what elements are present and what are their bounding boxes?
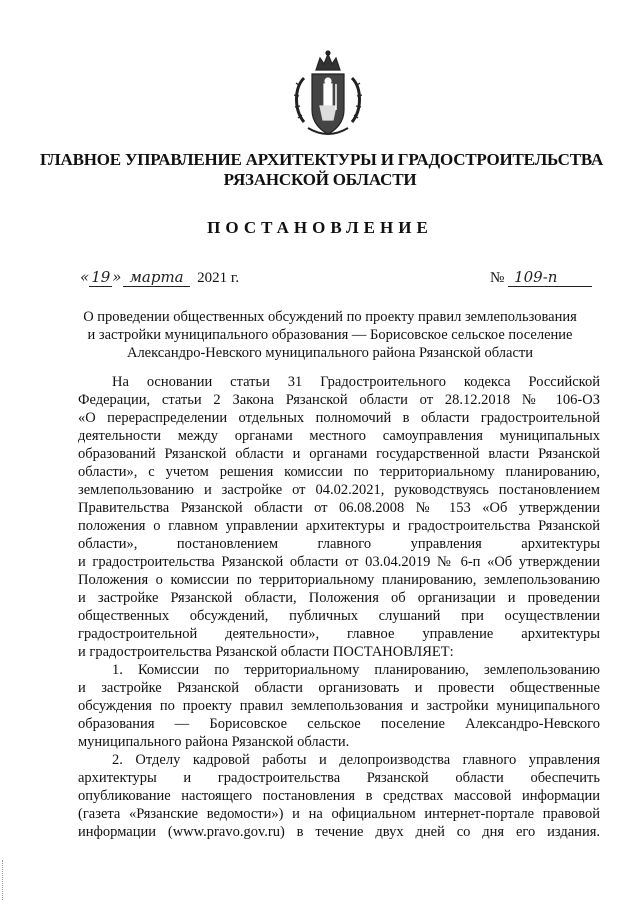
body-line: области», постановлением главного управления архитектуры [78,536,600,552]
document-title [60,308,600,362]
body-line: и градостроительства Рязанской области ПОСТАНОВЛЯЕТ: [78,644,454,660]
body-line: 1. Комиссии по территориальному планированию, землепользованию [112,662,600,678]
document-type: ПОСТАНОВЛЕНИЕ [207,218,433,237]
document-number [490,268,592,287]
date-open-quote: « [80,268,90,286]
body-line: образований Рязанской области и органами государственной власти Рязанской [78,446,600,462]
body-line: градостроительной деятельности», главное управление архитектуры [78,626,600,642]
number-label: № [490,270,505,286]
title-line: и застройки муниципального образования — Борисовское сельское поселение [87,327,573,343]
body-line: архитектуры и градостроительства Рязанской области обеспечить [78,770,600,786]
number-value: 109-п [508,268,592,287]
body-line: информации (www.pravo.gov.ru) в течение двух дней со дня его издания. [78,824,600,840]
body-line: и застройке Рязанской области, Положения об организации и проведении [78,590,600,606]
title-line: Александро-Невского муниципального района Рязанской области [126,345,534,361]
body-line: деятельности между органами местного самоуправления муниципальных [78,428,600,444]
body-line: На основании статьи 31 Градостроительного кодекса Российской [112,374,600,390]
body-line: (газета «Рязанские ведомости») и на официальном интернет-портале правовой [78,806,600,822]
date-month: марта [123,268,189,287]
date-year: 2021 г. [197,270,240,286]
org-name-line1: ГЛАВНОЕ УПРАВЛЕНИЕ АРХИТЕКТУРЫ И ГРАДОСТРОИТЕЛЬСТВА [40,150,604,169]
date-day: 19 [91,268,111,286]
paragraph-item-2 [78,751,600,841]
body-line: Правительства Рязанской области от 06.08.2008 № 153 «Об утверждении [78,500,600,516]
paragraph-preamble [78,373,600,661]
body-line: Положения о комиссии по территориальному планированию, землепользованию [78,572,600,588]
body-line: землепользованию и застройке от 04.02.2021, руководствуясь постановлением [78,482,600,498]
body-line: и градостроительства Рязанской области от 03.04.2019 № 6-п «Об утверждении [78,554,600,570]
body-line: и застройке Рязанской области организовать и провести общественные [78,680,600,696]
title-line: О проведении общественных обсуждений по проекту правил землепользования [83,309,577,325]
body-line: области», с учетом решения комиссии по территориальному планированию, [78,464,600,480]
coat-of-arms-icon [290,48,366,144]
body-line: опубликование настоящего постановления в средствах массовой информации [78,788,600,804]
body-line: муниципального района Рязанской области. [78,734,350,750]
body-line: образования — Борисовское сельское поселение Александро-Невского [78,716,600,732]
body-line: 2. Отделу кадровой работы и делопроизводства главного управления [112,752,600,768]
body-line: «О перераспределении отдельных полномочий в области градостроительной [78,410,600,426]
body-line: положения о главном управлении архитектуры и градостроительства Рязанской [78,518,600,534]
scan-edge-mark [2,860,5,900]
date-close-quote: » [112,268,122,286]
body-line: обсуждения по проекту правил землепользования и застройки муниципального [78,698,600,714]
body-line: общественных обсуждений, публичных слушаний при осуществлении [78,608,600,624]
document-date [80,268,239,287]
paragraph-item-1 [78,661,600,751]
body-line: Федерации, статьи 2 Закона Рязанской области от 28.12.2018 № 106-ОЗ [78,392,600,408]
date-number-row [80,268,600,294]
document-body [78,373,600,841]
org-name-line2: РЯЗАНСКОЙ ОБЛАСТИ [223,170,417,189]
